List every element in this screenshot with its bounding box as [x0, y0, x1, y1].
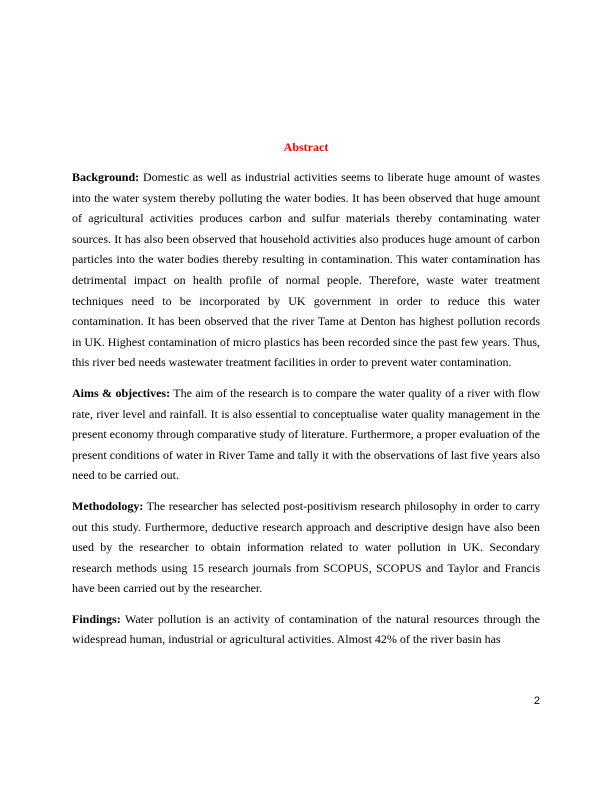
background-paragraph [72, 167, 540, 373]
methodology-paragraph [72, 496, 540, 599]
findings-paragraph [72, 609, 540, 650]
background-label: Background: [72, 170, 140, 184]
page-number: 2 [533, 695, 540, 707]
aims-objectives-label: Aims & objectives: [72, 385, 171, 400]
aims-objectives-paragraph [72, 383, 540, 486]
methodology-text: The researcher has selected post-positivism research philosophy in order to carry out this study. Furthermore, deductive research approach and descriptive design have also been used by the researcher to obtain information related to water pollution in UK. Secondary research methods using 15 research journals from SCOPUS, SCOPUS and Taylor and Francis have been carried out by the researcher. [72, 498, 540, 596]
methodology-label: Methodology: [72, 498, 144, 513]
background-text: Domestic as well as industrial activities seems to liberate huge amount of wastes into the water system thereby polluting the water bodies. It has been observed that huge amount of agricultural activities produces carbon and sulfur materials thereby contaminating water sources. It has also been observed that household activities also produces huge amount of carbon particles into the water bodies thereby resulting in contamination. This water contamination has detrimental impact on health profile of normal people. Therefore, waste water treatment techniques need to be incorporated by UK government in order to reduce this water contamination. It has been observed that the river Tame at Denton has highest pollution records in UK. Highest contamination of micro plastics has been recorded since the past few years. Thus, this river bed needs wastewater treatment facilities in order to prevent water contamination. [72, 170, 540, 370]
aims-objectives-text: The aim of the research is to compare the water quality of a river with flow rate, river level and rainfall. It is also essential to conceptualise water quality management in the present economy through comparative study of literature. Furthermore, a proper evaluation of the present conditions of water in River Tame and tally it with the observations of last five years also need to be carried out. [72, 385, 540, 483]
findings-text: Water pollution is an activity of contamination of the natural resources through the widespread human, industrial or agricultural activities. Almost 42% of the river basin has [72, 611, 540, 647]
findings-label: Findings: [72, 611, 121, 626]
abstract-body [72, 167, 540, 660]
abstract-heading: Abstract [283, 140, 329, 154]
